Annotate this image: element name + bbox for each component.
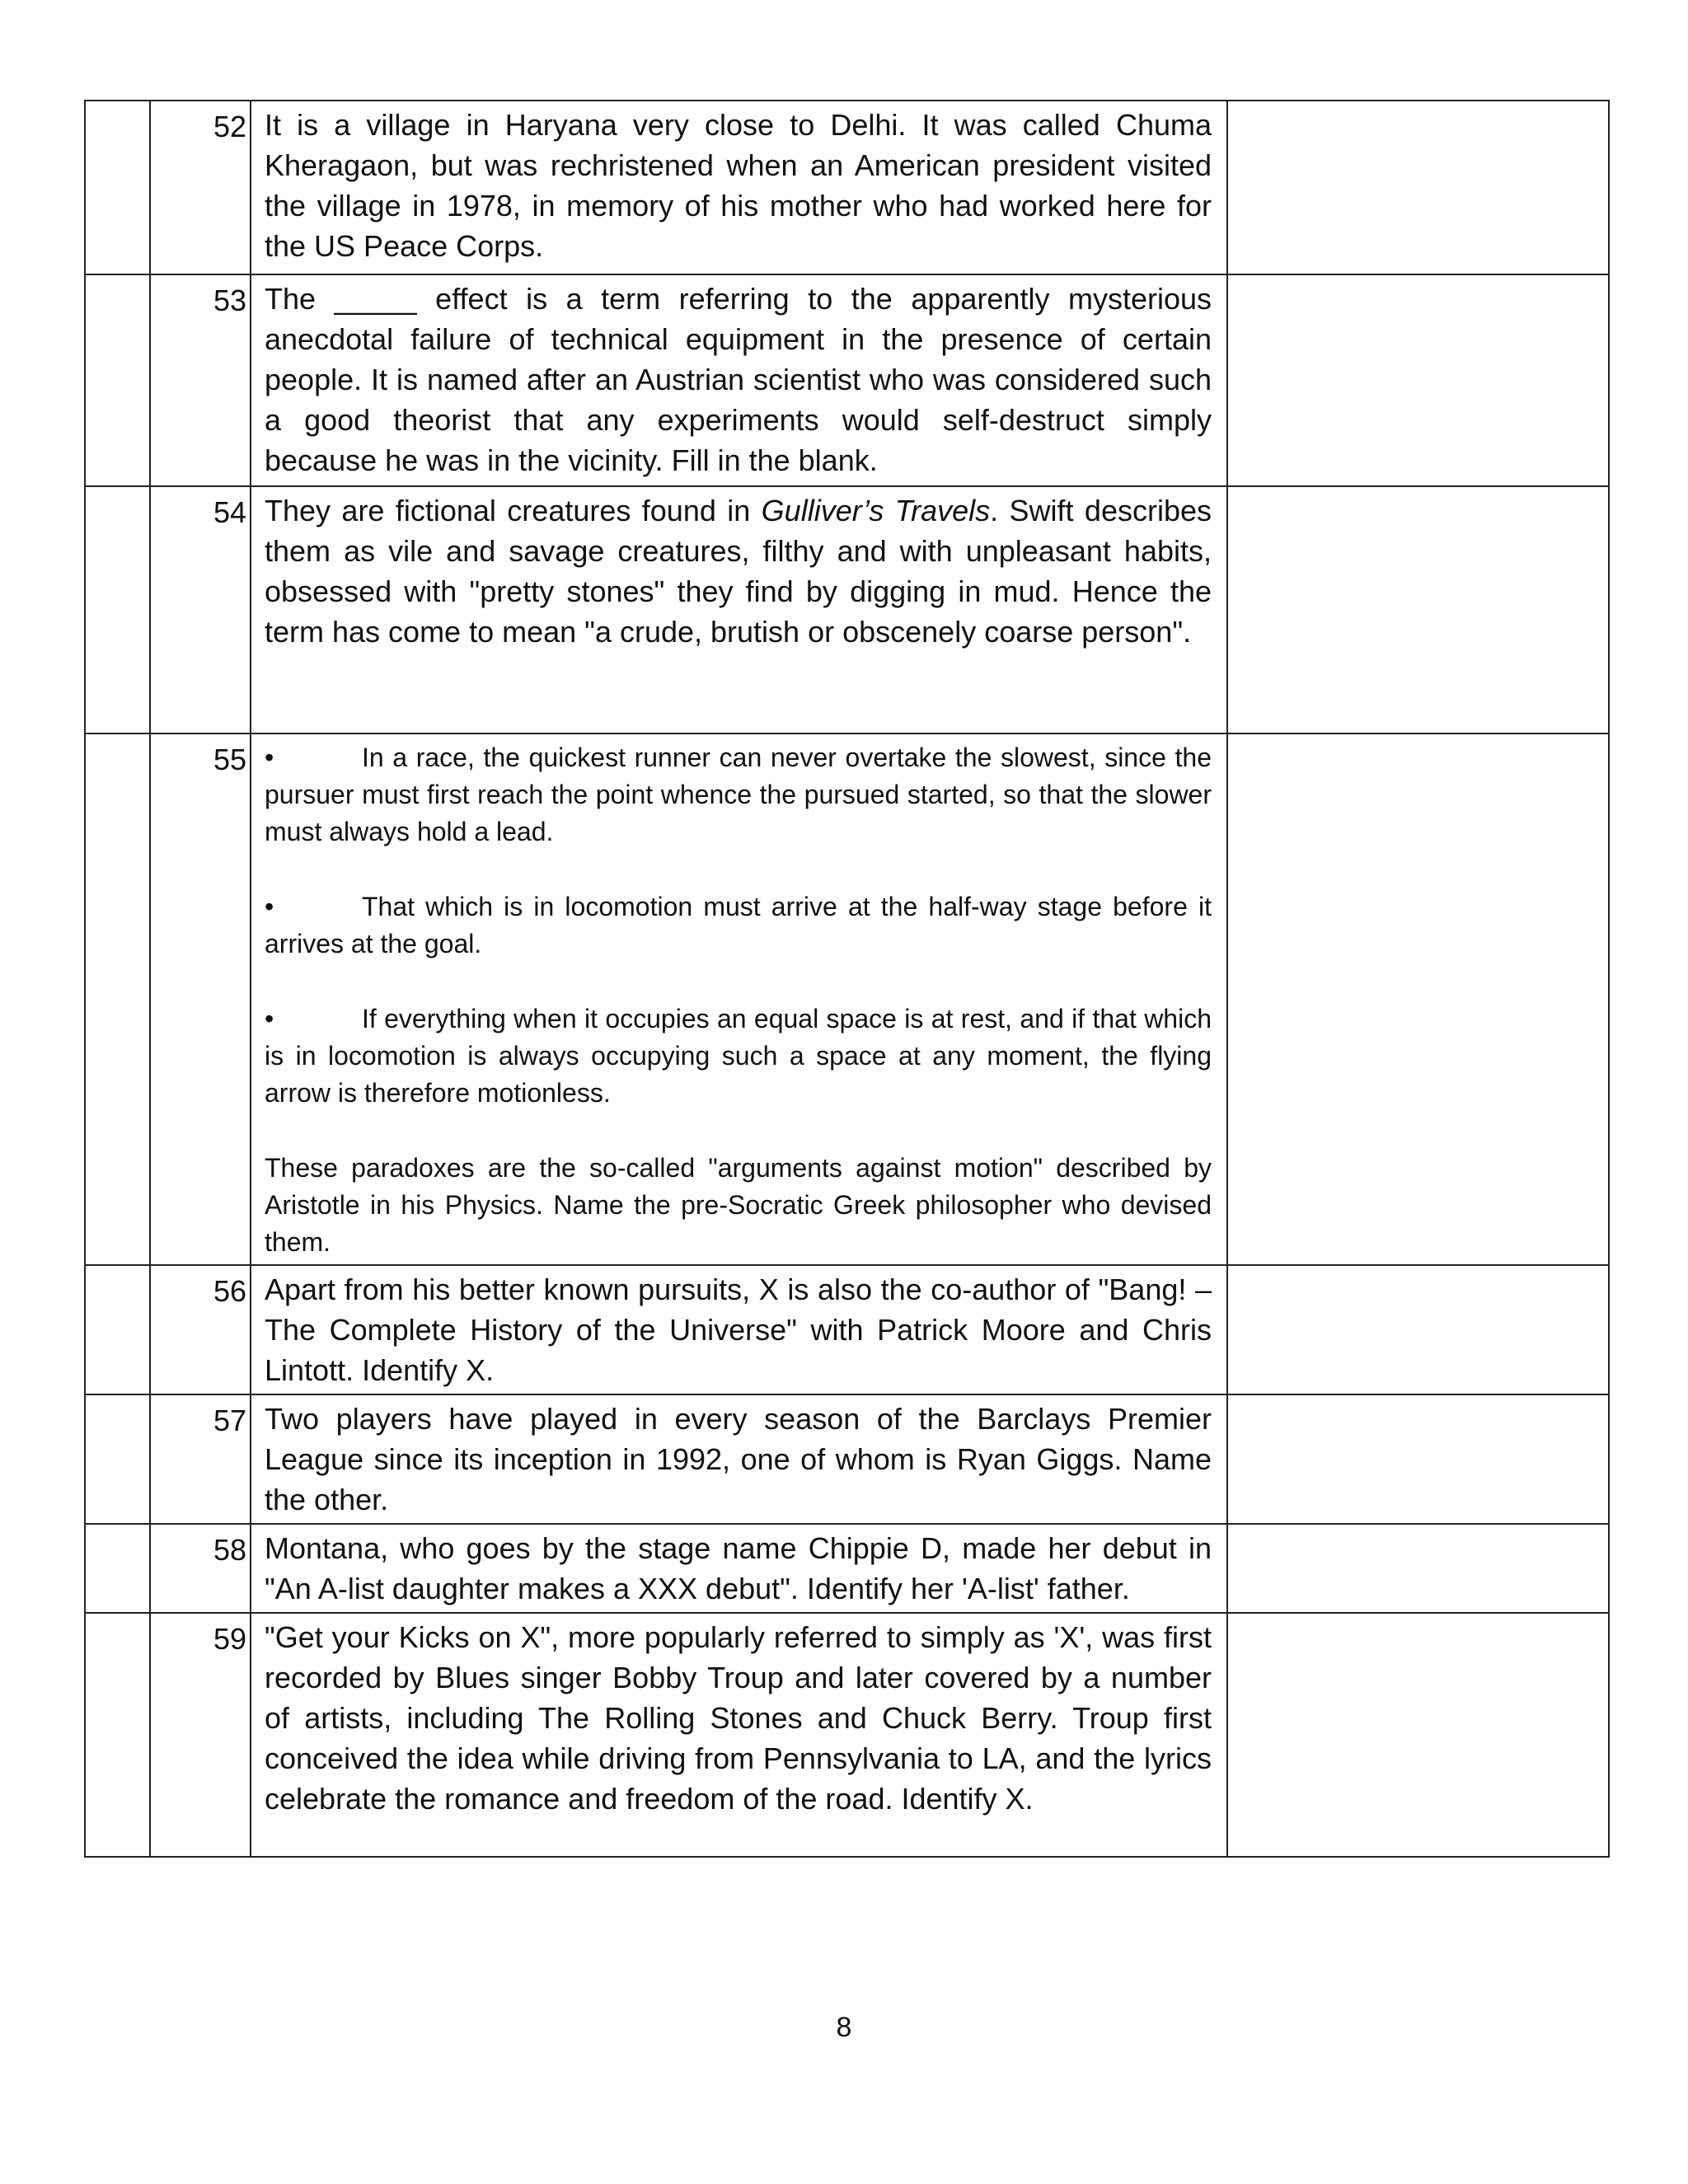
question-text-body: It is a village in Haryana very close to Delhi. It was called Chuma Kheragaon, but was rechristened when an American president visited the village in 1978, in memory of his mother who had worked here for the US Peace Corps. (265, 108, 1212, 263)
paradox-bullet (265, 1001, 1212, 1112)
question-closing: These paradoxes are the so-called "arguments against motion" described by Aristotle in his Physics. Name the pre-Socratic Greek philosopher who devised them. (265, 1153, 1212, 1257)
bullet-icon: • (265, 743, 274, 772)
quiz-table (84, 100, 1610, 1858)
paradox-text: That which is in locomotion must arrive at the half-way stage before it arrives at the goal. (265, 892, 1212, 958)
question-number: 55 (150, 733, 251, 1265)
answer-cell (1227, 274, 1609, 486)
blank-cell (85, 1265, 150, 1394)
question-number: 58 (150, 1524, 251, 1613)
answer-cell (1227, 1613, 1609, 1857)
question-row-57 (85, 1394, 1609, 1524)
question-text-body: Apart from his better known pursuits, X is also the co-author of "Bang! – The Complete History of the Universe" with Patrick Moore and Chris Lintott. Identify X. (265, 1272, 1212, 1387)
question-text (251, 1265, 1227, 1394)
blank-cell (85, 1394, 150, 1524)
question-row-59 (85, 1613, 1609, 1857)
question-number: 52 (150, 101, 251, 274)
question-text-body (265, 490, 1212, 652)
blank-cell (85, 1524, 150, 1613)
paradox-text: If everything when it occupies an equal space is at rest, and if that which is in locomotion is always occupying such a space at any moment, the flying arrow is therefore motionless. (265, 1004, 1212, 1108)
question-text-body: "Get your Kicks on X", more popularly referred to simply as 'X', was first recorded by Blues singer Bobby Troup and later covered by a number of artists, including The Rolling Stones and Chuck Berry. Troup first conceived the idea while driving from Pennsylvania to LA, and the lyrics celebrate the romance and freedom of the road. Identify X. (265, 1620, 1212, 1816)
question-text-body: Two players have played in every season of the Barclays Premier League since its inception in 1992, one of whom is Ryan Giggs. Name the other. (265, 1402, 1212, 1516)
question-row-54 (85, 486, 1609, 733)
question-text (251, 486, 1227, 733)
blank-cell (85, 274, 150, 486)
question-text (251, 274, 1227, 486)
paradox-text: In a race, the quickest runner can never overtake the slowest, since the pursuer must first reach the point whence the pursued started, so that the slower must always hold a lead. (265, 743, 1212, 846)
question-row-52 (85, 101, 1609, 274)
answer-cell (1227, 1265, 1609, 1394)
book-title: Gulliver’s Travels (761, 494, 991, 527)
answer-cell (1227, 733, 1609, 1265)
blank-cell (85, 733, 150, 1265)
blank-cell (85, 1613, 150, 1857)
blank-cell (85, 101, 150, 274)
page-number: 8 (836, 2012, 852, 2043)
question-text (251, 1524, 1227, 1613)
bullet-icon: • (265, 892, 274, 921)
answer-cell (1227, 1394, 1609, 1524)
question-text (251, 101, 1227, 274)
question-number: 57 (150, 1394, 251, 1524)
question-number: 54 (150, 486, 251, 733)
question-text (251, 1394, 1227, 1524)
paradox-bullet (265, 739, 1212, 851)
question-text (251, 1613, 1227, 1857)
question-text-part: They are fictional creatures found in (265, 494, 762, 527)
paradox-bullet (265, 888, 1212, 963)
question-text-body: Montana, who goes by the stage name Chippie D, made her debut in "An A-list daughter makes a XXX debut". Identify her 'A-list' father. (265, 1531, 1212, 1605)
question-text (251, 733, 1227, 1265)
question-row-56 (85, 1265, 1609, 1394)
blank-cell (85, 486, 150, 733)
answer-cell (1227, 1524, 1609, 1613)
question-row-53 (85, 274, 1609, 486)
question-row-55 (85, 733, 1609, 1265)
question-row-58 (85, 1524, 1609, 1613)
answer-cell (1227, 101, 1609, 274)
answer-cell (1227, 486, 1609, 733)
bullet-icon: • (265, 1004, 274, 1033)
question-text-part: . Swift describes them as vile and savage creatures, filthy and with unpleasant habits, obsessed with "pretty stones" they find by digging in mud. Hence the term has come to mean "a crude, brutish or obscenely coarse person". (265, 494, 1212, 649)
question-text-body: The _____ effect is a term referring to the apparently mysterious anecdotal failure of technical equipment in the presence of certain people. It is named after an Austrian scientist who was considered such a good theorist that any experiments would self-destruct simply because he was in the vicinity. Fill in the blank. (265, 282, 1212, 477)
question-number: 59 (150, 1613, 251, 1857)
question-number: 56 (150, 1265, 251, 1394)
question-number: 53 (150, 274, 251, 486)
